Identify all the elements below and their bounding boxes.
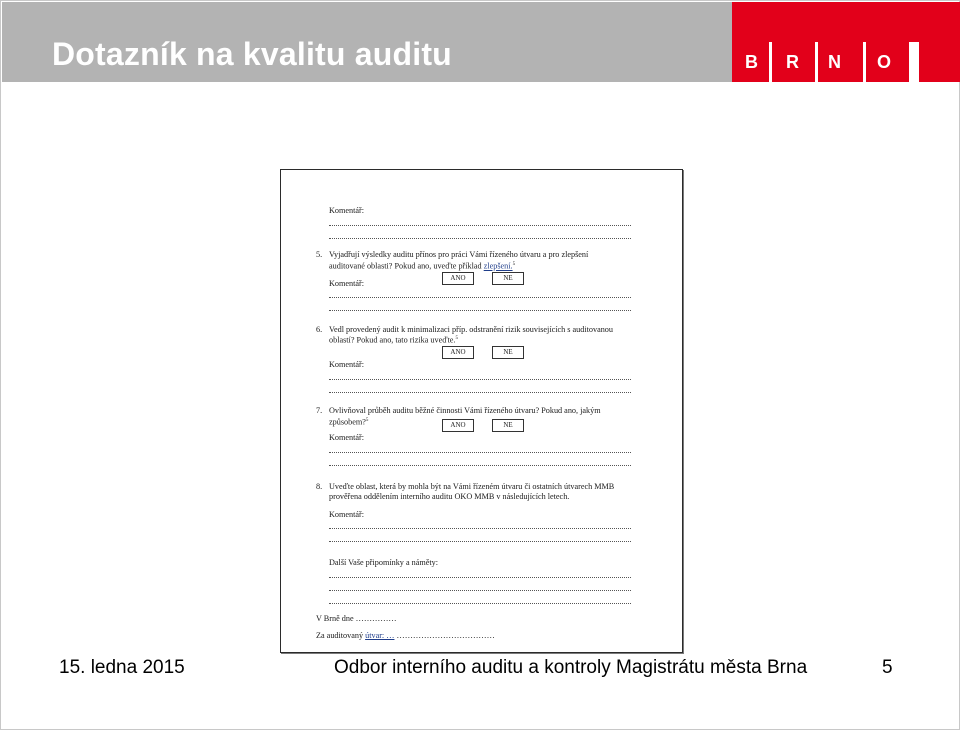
q7-text-line2: způsobem?$^5$	[329, 417, 369, 427]
logo-divider	[769, 42, 772, 82]
logo-letter-n: N	[828, 52, 841, 72]
q5-yes-box: ANO	[442, 272, 474, 285]
logo-letter-o: O	[877, 52, 892, 72]
q5-text-line1: Vyjadřují výsledky auditu přínos pro práci Vámi řízeného útvaru a pro zlepšení	[329, 250, 589, 259]
comment-label: Komentář:	[329, 360, 365, 369]
other-remarks-label: Další Vaše připomínky a náměty:	[329, 558, 438, 567]
place-date-line: V Brně dne ……………	[316, 614, 397, 623]
dotted-line	[329, 603, 631, 604]
slide-title: Dotazník na kvalitu auditu	[52, 36, 452, 72]
footer-date: 15. ledna 2015	[59, 657, 185, 678]
questionnaire-scan	[280, 169, 683, 653]
comment-label: Komentář:	[329, 510, 365, 519]
q7-number: 7.	[316, 406, 323, 415]
dotted-line	[329, 392, 631, 393]
comment-label: Komentář:	[329, 433, 365, 442]
dotted-line	[329, 528, 631, 529]
dotted-line	[329, 238, 631, 239]
dotted-line	[329, 577, 631, 578]
q8-number: 8.	[316, 482, 323, 491]
logo-block	[909, 42, 919, 82]
logo-letter-b: B	[745, 52, 758, 72]
q7-yes-box: ANO	[442, 419, 474, 432]
dotted-line	[329, 452, 631, 453]
q5-number: 5.	[316, 250, 323, 259]
q6-text-line2: oblastí? Pokud ano, tato rizika uveďte.$^5$	[329, 335, 458, 345]
dotted-line	[329, 590, 631, 591]
title-bar	[2, 2, 732, 82]
q6-no-box: NE	[492, 346, 524, 359]
dotted-line	[329, 310, 631, 311]
dotted-line	[329, 297, 631, 298]
dotted-line	[329, 541, 631, 542]
audited-unit-line: Za auditovaný útvar: … ………………………………	[316, 631, 495, 640]
q8-text-line2: prověřena oddělením interního auditu OKO MMB v následujících letech.	[329, 492, 570, 501]
page-number: 5	[882, 657, 893, 678]
q6-number: 6.	[316, 325, 323, 334]
q6-yes-box: ANO	[442, 346, 474, 359]
q7-no-box: NE	[492, 419, 524, 432]
logo-letter-r: R	[786, 52, 799, 72]
comment-label: Komentář:	[329, 279, 365, 288]
logo-divider	[863, 42, 866, 82]
q6-text-line1: Vedl provedený audit k minimalizaci příp. odstranění rizik souvisejících s auditovanou	[329, 325, 613, 334]
q8-text-line1: Uveďte oblast, která by mohla být na Vámi řízeném útvaru či ostatních útvarech MMB	[329, 482, 615, 491]
footer-organization: Odbor interního auditu a kontroly Magistrátu města Brna	[334, 657, 808, 678]
dotted-line	[329, 379, 631, 380]
q5-no-box: NE	[492, 272, 524, 285]
logo-divider	[815, 42, 818, 82]
dotted-line	[329, 225, 631, 226]
q7-text-line1: Ovlivňoval průběh auditu běžné činnosti Vámi řízeného útvaru? Pokud ano, jakým	[329, 406, 601, 415]
comment-label: Komentář:	[329, 206, 365, 215]
brno-logo	[732, 2, 960, 82]
dotted-line	[329, 465, 631, 466]
q5-text-line2: auditované oblasti? Pokud ano, uveďte příklad zlepšení.$^5$	[329, 261, 516, 271]
